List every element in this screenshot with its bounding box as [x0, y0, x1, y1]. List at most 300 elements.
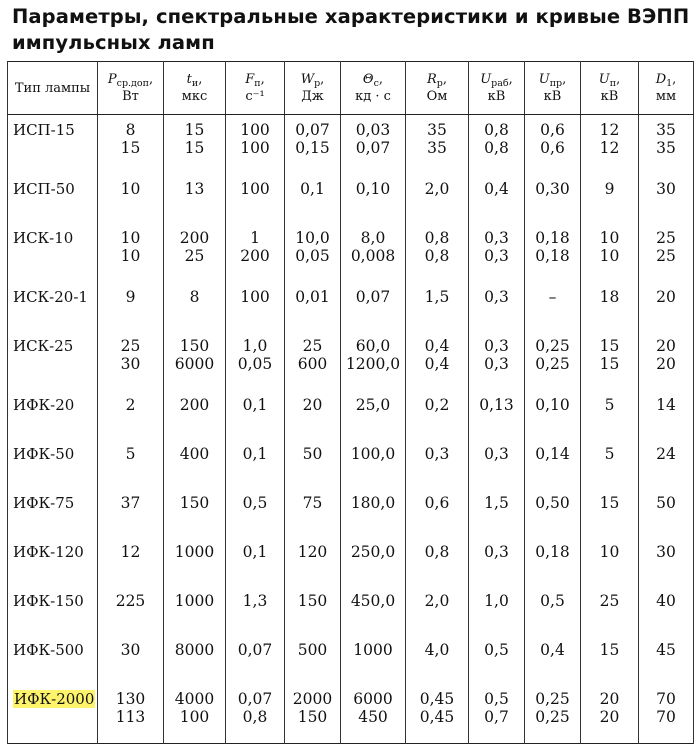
value-line: 0,18: [535, 229, 570, 247]
value-cell: [525, 635, 581, 684]
column-header-symbol-line: $D_1$,: [655, 72, 677, 89]
lamp-type-name: ИФК-500: [13, 641, 84, 659]
value-line: 25: [656, 247, 676, 265]
value-line: 0,1: [242, 543, 268, 561]
lamp-type-cell: [8, 684, 98, 744]
value-line: 8,0: [360, 229, 386, 247]
value-line: 70: [656, 708, 676, 726]
value-cell: [285, 331, 341, 390]
value-line: 225: [115, 592, 146, 610]
value-line: 1,0: [242, 337, 268, 355]
value-cell: [639, 390, 694, 439]
value-line: 200: [179, 396, 210, 414]
value-line: 113: [115, 708, 146, 726]
value-line: 25,0: [355, 396, 391, 414]
value-line: 13: [184, 180, 205, 198]
value-line: 40: [656, 592, 676, 610]
value-cell: [581, 282, 639, 331]
value-cell: [164, 684, 226, 744]
value-line: 8: [189, 288, 200, 306]
column-symbol: F: [245, 72, 255, 87]
column-header: [406, 62, 469, 115]
value-line: 1000: [174, 592, 215, 610]
value-line: 0,6: [540, 139, 565, 157]
value-line: 6000: [174, 355, 215, 373]
lamp-type-cell: [8, 174, 98, 223]
value-line: 25: [184, 247, 205, 265]
value-line: 0,8: [424, 543, 450, 561]
value-cell: [406, 223, 469, 282]
value-cell: [469, 174, 525, 223]
value-cell: [98, 331, 164, 390]
column-header: [639, 62, 694, 115]
value-line: 10: [120, 180, 141, 198]
value-cell: [639, 223, 694, 282]
value-cell: [469, 115, 525, 175]
value-line: 75: [302, 494, 323, 512]
column-header: [226, 62, 285, 115]
column-header-symbol-line: $U_{пр}$,: [538, 72, 567, 89]
table-row: [8, 488, 694, 537]
value-cell: [98, 223, 164, 282]
value-cell: [285, 586, 341, 635]
value-cell: [341, 390, 406, 439]
value-line: –: [548, 288, 557, 306]
value-line: 2,0: [424, 592, 450, 610]
value-cell: [164, 586, 226, 635]
value-line: 0,45: [419, 690, 455, 708]
value-line: 20: [656, 337, 676, 355]
value-line: 14: [656, 396, 676, 414]
value-cell: [226, 282, 285, 331]
table-row: [8, 331, 694, 390]
value-line: 35: [656, 121, 676, 139]
value-line: 0,07: [237, 690, 273, 708]
value-cell: [341, 488, 406, 537]
value-cell: [341, 586, 406, 635]
value-line: 50: [302, 445, 323, 463]
value-cell: [406, 174, 469, 223]
column-subscript: и: [191, 78, 199, 89]
value-line: 20: [656, 355, 676, 373]
value-line: 20: [599, 708, 620, 726]
value-line: 100: [240, 288, 270, 306]
value-cell: [639, 684, 694, 744]
value-cell: [525, 684, 581, 744]
lamp-type-cell: [8, 390, 98, 439]
value-line: 0,5: [484, 690, 509, 708]
value-cell: [98, 488, 164, 537]
value-line: 35: [656, 139, 676, 157]
value-line: 0,13: [479, 396, 514, 414]
value-line: 0,14: [535, 445, 570, 463]
value-cell: [406, 635, 469, 684]
value-cell: [469, 282, 525, 331]
value-cell: [285, 390, 341, 439]
value-line: 600: [297, 355, 328, 373]
value-cell: [581, 684, 639, 744]
value-cell: [406, 439, 469, 488]
column-header-symbol-line: $\Theta_с$,: [362, 72, 384, 89]
column-symbol: P: [107, 72, 117, 87]
value-line: 12: [599, 121, 620, 139]
value-line: 100: [240, 121, 270, 139]
value-cell: [639, 635, 694, 684]
column-header: [8, 62, 98, 115]
value-line: 9: [125, 288, 136, 306]
value-cell: [341, 439, 406, 488]
value-cell: [285, 439, 341, 488]
value-line: 0,5: [540, 592, 565, 610]
value-line: 0,25: [535, 708, 570, 726]
value-cell: [581, 223, 639, 282]
value-cell: [226, 439, 285, 488]
value-cell: [285, 115, 341, 175]
value-cell: [341, 684, 406, 744]
value-line: 15: [184, 139, 205, 157]
value-line: 200: [179, 229, 210, 247]
lamp-type-name: ИСП-15: [13, 121, 75, 139]
value-line: 5: [604, 445, 615, 463]
lamp-type-name: ИФК-2000: [14, 690, 95, 708]
value-line: 0,8: [424, 247, 450, 265]
value-line: 12: [120, 543, 141, 561]
table-row: [8, 684, 694, 744]
value-cell: [226, 488, 285, 537]
value-cell: [164, 282, 226, 331]
value-cell: [525, 115, 581, 175]
value-cell: [341, 331, 406, 390]
value-line: 25: [120, 337, 141, 355]
value-cell: [164, 331, 226, 390]
table-row: [8, 282, 694, 331]
value-line: 1,3: [242, 592, 268, 610]
column-header: [581, 62, 639, 115]
value-line: 15: [120, 139, 141, 157]
lamp-type-cell: [8, 223, 98, 282]
column-header-symbol-line: $R_р$,: [426, 72, 448, 89]
table-body: [8, 115, 694, 744]
value-line: 1: [250, 229, 260, 247]
value-cell: [581, 331, 639, 390]
value-line: 5: [604, 396, 615, 414]
value-line: 0,3: [424, 445, 450, 463]
value-line: 30: [120, 355, 141, 373]
value-cell: [285, 174, 341, 223]
value-line: 0,1: [242, 396, 268, 414]
value-line: 1,5: [424, 288, 450, 306]
value-line: 0,25: [535, 355, 570, 373]
value-cell: [164, 115, 226, 175]
column-header: [469, 62, 525, 115]
column-unit: с⁻¹: [245, 89, 265, 104]
value-cell: [639, 586, 694, 635]
column-subscript: р: [314, 78, 321, 89]
value-line: 20: [656, 288, 676, 306]
column-symbol: t: [186, 72, 192, 87]
value-line: 35: [427, 121, 447, 139]
column-header-symbol-line: $W_р$,: [300, 72, 325, 89]
value-line: 0,07: [355, 139, 391, 157]
value-line: 0,3: [484, 445, 509, 463]
column-header: [341, 62, 406, 115]
column-header-label: Тип лампы: [14, 80, 91, 96]
column-subscript: пр: [549, 78, 563, 89]
value-cell: [98, 174, 164, 223]
value-cell: [98, 439, 164, 488]
lamp-type-cell: [8, 331, 98, 390]
column-header: [525, 62, 581, 115]
value-line: 20: [599, 690, 620, 708]
value-line: 0,5: [242, 494, 268, 512]
value-line: 0,07: [355, 288, 391, 306]
column-unit: Дж: [301, 89, 324, 104]
column-unit: мм: [655, 89, 677, 104]
value-line: 1,0: [484, 592, 509, 610]
value-line: 0,3: [484, 337, 509, 355]
column-header-symbol-line: $t_и$,: [186, 72, 203, 89]
value-line: 0,3: [484, 543, 509, 561]
value-cell: [98, 390, 164, 439]
value-cell: [469, 223, 525, 282]
value-line: 0,3: [484, 229, 509, 247]
value-cell: [406, 488, 469, 537]
value-cell: [226, 586, 285, 635]
value-cell: [341, 174, 406, 223]
table-row: [8, 439, 694, 488]
value-line: 25: [656, 229, 676, 247]
value-cell: [525, 282, 581, 331]
value-line: 25: [302, 337, 323, 355]
value-line: 10: [120, 247, 141, 265]
table-row: [8, 586, 694, 635]
column-subscript: п: [254, 78, 261, 89]
value-line: 0,25: [535, 337, 570, 355]
value-cell: [285, 488, 341, 537]
value-line: 4,0: [424, 641, 450, 659]
header-row: [8, 62, 694, 115]
column-symbol: D: [655, 72, 667, 87]
value-line: 15: [599, 355, 620, 373]
value-line: 150: [297, 592, 328, 610]
page-title: Параметры, спектральные характеристики и кривые ВЭПП импульсных ламп: [12, 5, 690, 54]
value-line: 0,18: [535, 247, 570, 265]
value-cell: [226, 331, 285, 390]
value-line: 0,07: [295, 121, 330, 139]
value-cell: [341, 635, 406, 684]
value-line: 0,8: [424, 229, 450, 247]
value-line: 15: [599, 337, 620, 355]
value-cell: [406, 586, 469, 635]
value-cell: [525, 174, 581, 223]
value-line: 450,0: [350, 592, 396, 610]
value-line: 100: [240, 139, 270, 157]
value-line: 0,05: [237, 355, 273, 373]
column-header: [98, 62, 164, 115]
table-row: [8, 390, 694, 439]
column-unit: кд · с: [355, 89, 391, 104]
value-line: 250,0: [350, 543, 396, 561]
column-symbol: R: [426, 72, 437, 87]
value-cell: [581, 586, 639, 635]
value-line: 70: [656, 690, 676, 708]
value-line: 0,30: [535, 180, 570, 198]
column-unit: Вт: [122, 89, 139, 104]
value-cell: [341, 223, 406, 282]
value-cell: [98, 282, 164, 331]
lamp-type-name: ИСК-20-1: [13, 288, 88, 306]
lamp-type-name: ИСК-25: [13, 337, 74, 355]
lamp-type-cell: [8, 586, 98, 635]
value-line: 0,03: [355, 121, 391, 139]
column-unit: кВ: [487, 89, 506, 104]
value-cell: [639, 439, 694, 488]
value-cell: [469, 684, 525, 744]
value-cell: [285, 282, 341, 331]
column-header-symbol-line: $F_п$,: [245, 72, 265, 89]
value-cell: [639, 174, 694, 223]
value-cell: [581, 174, 639, 223]
column-header-symbol-line: $P_{ср.доп}$,: [107, 72, 154, 89]
value-cell: [525, 488, 581, 537]
value-cell: [469, 390, 525, 439]
value-line: 0,5: [484, 641, 509, 659]
value-line: 60,0: [355, 337, 391, 355]
value-line: 25: [599, 592, 620, 610]
value-line: 200: [240, 247, 270, 265]
value-line: 2000: [292, 690, 333, 708]
value-line: 5: [125, 445, 136, 463]
value-line: 400: [179, 445, 210, 463]
value-cell: [164, 488, 226, 537]
lamp-type-cell: [8, 115, 98, 175]
value-line: 20: [302, 396, 323, 414]
value-line: 12: [599, 139, 620, 157]
value-cell: [469, 488, 525, 537]
value-line: 0,2: [424, 396, 450, 414]
column-header-symbol-line: $U_{раб}$,: [480, 72, 513, 89]
value-cell: [639, 331, 694, 390]
value-line: 4000: [174, 690, 215, 708]
value-line: 180,0: [350, 494, 396, 512]
value-line: 0,4: [540, 641, 565, 659]
value-cell: [164, 390, 226, 439]
value-cell: [406, 684, 469, 744]
column-symbol: W: [300, 72, 315, 87]
table-row: [8, 174, 694, 223]
value-cell: [98, 115, 164, 175]
value-cell: [406, 331, 469, 390]
value-line: 0,6: [424, 494, 450, 512]
value-cell: [406, 282, 469, 331]
value-line: 0,6: [540, 121, 565, 139]
column-subscript: с: [373, 78, 379, 89]
value-line: 0,8: [484, 121, 509, 139]
column-header-symbol-line: $U_п$,: [598, 72, 621, 89]
value-cell: [285, 223, 341, 282]
value-cell: [525, 439, 581, 488]
value-line: 0,3: [484, 355, 509, 373]
value-line: 50: [656, 494, 676, 512]
value-line: 10,0: [295, 229, 330, 247]
value-cell: [406, 115, 469, 175]
column-subscript: п: [609, 78, 617, 89]
value-cell: [341, 282, 406, 331]
value-line: 6000: [353, 690, 393, 708]
value-line: 1000: [353, 641, 393, 659]
value-line: 130: [115, 690, 146, 708]
column-subscript: 1: [666, 78, 673, 89]
value-cell: [525, 390, 581, 439]
table-header: [8, 62, 694, 115]
value-cell: [164, 635, 226, 684]
column-unit: кВ: [543, 89, 562, 104]
value-cell: [581, 390, 639, 439]
value-line: 0,8: [242, 708, 268, 726]
value-cell: [164, 174, 226, 223]
value-cell: [98, 635, 164, 684]
value-cell: [525, 223, 581, 282]
value-line: 1000: [174, 543, 215, 561]
table-row: [8, 115, 694, 175]
value-line: 0,1: [300, 180, 325, 198]
value-line: 150: [179, 337, 210, 355]
column-unit: мкс: [181, 89, 208, 104]
value-cell: [469, 331, 525, 390]
value-line: 30: [120, 641, 141, 659]
value-cell: [469, 635, 525, 684]
value-cell: [226, 223, 285, 282]
value-line: 0,3: [484, 247, 509, 265]
value-line: 0,10: [535, 396, 570, 414]
value-line: 10: [599, 229, 620, 247]
value-line: 0,45: [419, 708, 455, 726]
value-line: 0,05: [295, 247, 330, 265]
table-row: [8, 635, 694, 684]
value-line: 100,0: [350, 445, 396, 463]
value-cell: [226, 115, 285, 175]
value-line: 45: [656, 641, 676, 659]
column-header: [285, 62, 341, 115]
column-unit: кВ: [600, 89, 619, 104]
value-line: 8000: [174, 641, 215, 659]
column-symbol: U: [598, 72, 610, 87]
lamp-type-name: ИСП-50: [13, 180, 75, 198]
column-subscript: р: [436, 78, 443, 89]
value-line: 2,0: [424, 180, 450, 198]
column-header: [164, 62, 226, 115]
value-line: 100: [179, 708, 210, 726]
value-line: 0,15: [295, 139, 330, 157]
value-line: 0,01: [295, 288, 330, 306]
value-cell: [581, 115, 639, 175]
value-cell: [164, 439, 226, 488]
value-line: 0,1: [242, 445, 268, 463]
column-subscript: ср.доп: [116, 78, 149, 89]
value-line: 1,5: [484, 494, 509, 512]
lamp-parameters-table: [7, 61, 694, 744]
value-line: 450: [358, 708, 388, 726]
column-symbol: U: [538, 72, 550, 87]
value-cell: [639, 488, 694, 537]
value-cell: [469, 586, 525, 635]
value-cell: [639, 115, 694, 175]
lamp-type-cell: [8, 488, 98, 537]
value-cell: [98, 586, 164, 635]
value-cell: [226, 390, 285, 439]
value-line: 10: [120, 229, 141, 247]
value-cell: [98, 684, 164, 744]
